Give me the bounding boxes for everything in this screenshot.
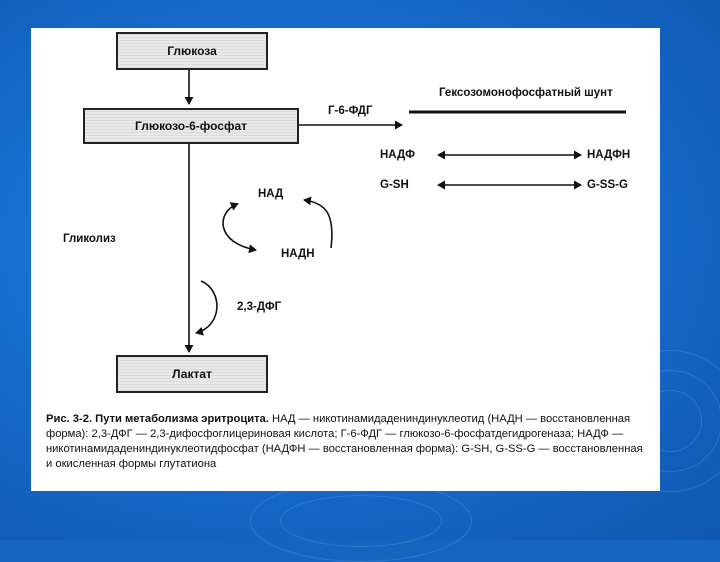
arrow-dpg-bypass [196,281,217,333]
gsh-label: G-SH [380,179,409,191]
glycolysis-label: Гликолиз [63,233,116,245]
lactate-label: Лактат [172,367,212,381]
ripple-decoration [280,495,442,547]
g6p-label: Глюкозо-6-фосфат [135,119,247,133]
figure-panel [31,28,660,491]
g6pdh-label: Г-6-ФДГ [328,105,373,117]
arrow-nadh-to-nad [304,200,332,248]
lactate-box [116,355,268,393]
flow-arrows [31,28,660,408]
caption-lead: Рис. 3-2. [46,413,93,425]
glucose-label: Глюкоза [167,44,217,58]
nadh-label: НАДН [281,248,315,260]
arrow-nad-to-nadh [223,204,256,250]
dpg-label: 2,3-ДФГ [237,301,282,313]
nad-label: НАД [258,188,284,200]
glucose-box [116,32,268,70]
g6p-box [83,108,299,144]
nadp-label: НАДФ [380,149,415,161]
figure-caption [46,412,646,472]
caption-title: Пути метаболизма эритроцита. [95,413,269,425]
caption-text: НАД — никотинамидадениндинуклеотид (НАДН — восстановленная форма): 2,3-ДФГ — 2,3-дифосфоглицериновая кислота; Г-6-ФДГ — глюкозо-6-фосфатдегидрогеназа; НАДФ — никотинамидадениндинуклеотидфосфат (НАДФН — восстановленная форма): G-SH, G-SS-G — восстановленная и окисленная формы глутатиона [46,413,643,470]
gssg-label: G-SS-G [587,179,628,191]
nadph-label: НАДФН [587,149,631,161]
shunt-label: Гексозомонофосфатный шунт [439,87,613,99]
